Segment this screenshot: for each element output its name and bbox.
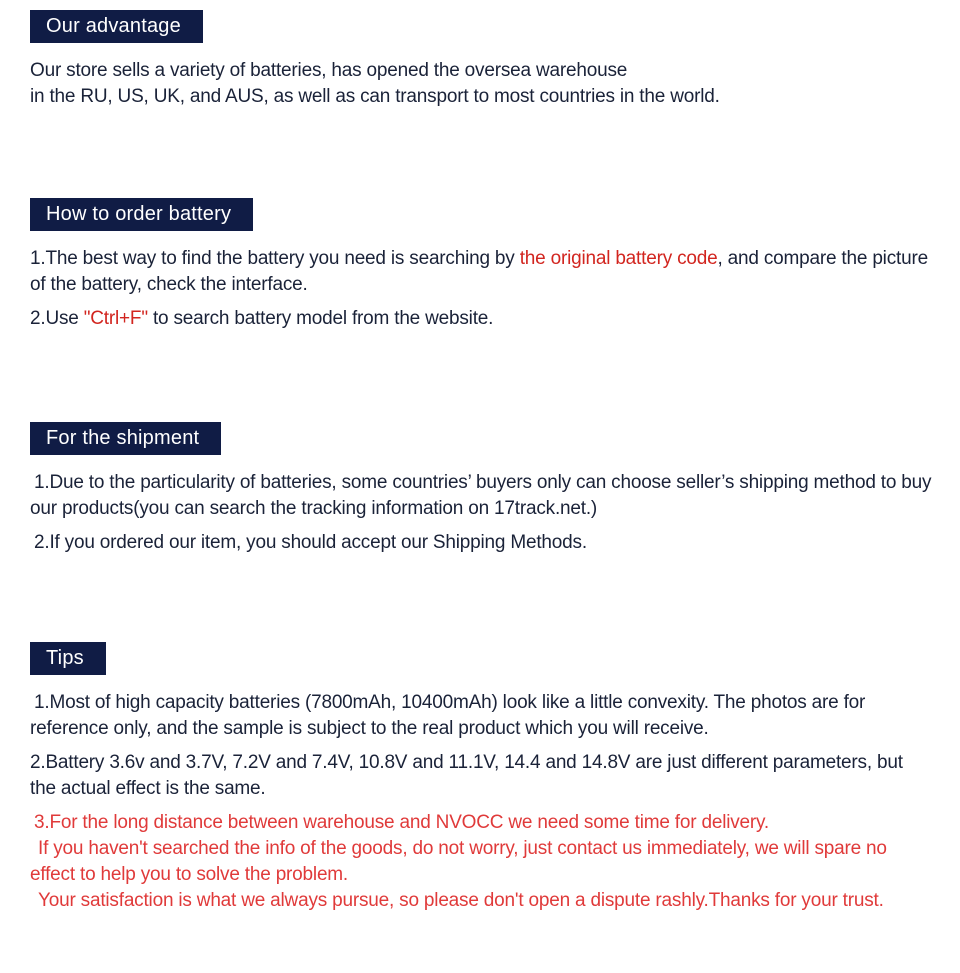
section-tips [30, 642, 932, 914]
order-item-2-text: 2.Use [30, 308, 84, 329]
order-item-1-text-end: , and compare the picture of the battery, check the interface. [30, 248, 928, 295]
shipment-item-1: 1.Due to the particularity of batteries, some countries’ buyers only can choose seller’s shipping method to buy our products(you can search the tracking information on 17track.net.) [30, 472, 932, 519]
advantage-line-1: Our store sells a variety of batteries, has opened the oversea warehouse [30, 60, 628, 81]
our-advantage-text [30, 58, 932, 110]
section-header-our-advantage [30, 10, 203, 43]
tips-red-block [30, 810, 932, 914]
shipment-text [30, 470, 932, 556]
advantage-line-2: in the RU, US, UK, and AUS, as well as can transport to most countries in the world. [30, 86, 720, 107]
section-our-advantage [30, 10, 932, 110]
section-header-how-to-order [30, 198, 253, 231]
order-item-1 [30, 246, 932, 298]
section-how-to-order [30, 198, 932, 332]
section-title-tips: Tips [46, 647, 84, 669]
section-title-our-advantage: Our advantage [46, 15, 181, 37]
order-item-1-highlight: the original battery code [519, 248, 718, 269]
how-to-order-text [30, 246, 932, 332]
advantage-paragraph [30, 58, 932, 110]
section-title-how-to-order: How to order battery [46, 203, 232, 225]
tips-item-2: 2.Battery 3.6v and 3.7V, 7.2V and 7.4V, 10.8V and 11.1V, 14.4 and 14.8V are just different parameters, but the actual effect is the same. [30, 752, 903, 799]
section-title-for-the-shipment: For the shipment [46, 427, 200, 449]
section-header-tips [30, 642, 106, 675]
tips-item-1: 1.Most of high capacity batteries (7800mAh, 10400mAh) look like a little convexity. The photos are for reference only, and the sample is subject to the real product which you will receive. [30, 692, 866, 739]
section-header-for-the-shipment [30, 422, 221, 455]
shipment-item-2: 2.If you ordered our item, you should accept our Shipping Methods. [34, 532, 587, 553]
order-item-2-highlight: "Ctrl+F" [83, 308, 148, 329]
order-item-1-text: 1.The best way to find the battery you need is searching by [30, 248, 520, 269]
tips-text [30, 690, 932, 914]
tips-red-line-1: 3.For the long distance between warehouse and NVOCC we need some time for delivery. [34, 812, 769, 833]
tips-red-line-3: Your satisfaction is what we always pursue, so please don't open a dispute rashly.Thanks for your trust. [38, 890, 884, 911]
section-for-the-shipment [30, 422, 932, 556]
tips-red-line-2: If you haven't searched the info of the goods, do not worry, just contact us immediately, we will spare no effect to help you to solve the problem. [30, 838, 887, 885]
order-item-2-text-end: to search battery model from the website. [147, 308, 494, 329]
order-item-2 [30, 306, 932, 332]
